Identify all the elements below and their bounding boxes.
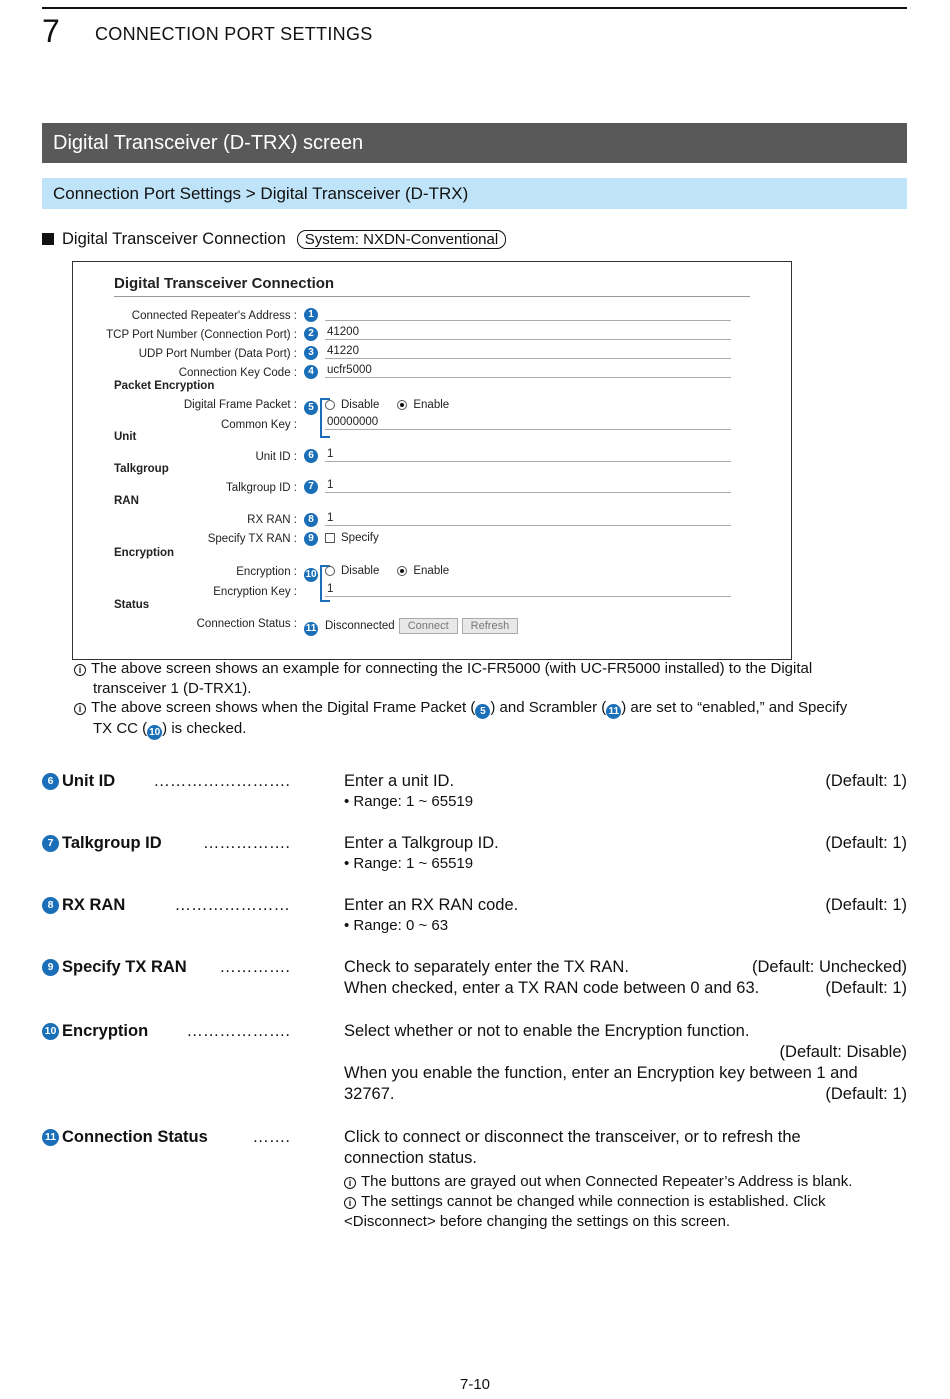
item-range: • Range: 1 ~ 65519 bbox=[344, 855, 474, 872]
item-number-8: 8 bbox=[42, 897, 59, 914]
item-note-2: The settings cannot be changed while connection is established. Click bbox=[361, 1193, 826, 1210]
item-note-1: The buttons are grayed out when Connected Repeater’s Address is blank. bbox=[361, 1173, 853, 1190]
marker-1: 1 bbox=[304, 308, 318, 322]
item-number-9: 9 bbox=[42, 959, 59, 976]
item-description-2: connection status. bbox=[344, 1149, 477, 1167]
group-talkgroup: Talkgroup bbox=[114, 463, 169, 475]
tcp-port-input[interactable]: 41200 bbox=[325, 325, 731, 340]
label-udp-port: UDP Port Number (Data Port) : bbox=[138, 348, 297, 360]
item-number-11: 11 bbox=[42, 1129, 59, 1146]
label-encryption-key: Encryption Key : bbox=[213, 586, 297, 598]
udp-port-input[interactable]: 41220 bbox=[325, 344, 731, 359]
screen-title-rule bbox=[114, 296, 750, 297]
connection-key-input[interactable]: ucfr5000 bbox=[325, 363, 731, 378]
item-name: Specify TX RAN bbox=[62, 958, 187, 976]
label-common-key: Common Key : bbox=[220, 419, 297, 431]
label-repeater-address: Connected Repeater's Address : bbox=[131, 310, 297, 322]
marker-2: 2 bbox=[304, 327, 318, 341]
common-key-input[interactable]: 00000000 bbox=[325, 415, 731, 430]
marker-9: 9 bbox=[304, 532, 318, 546]
item-description: Enter an RX RAN code. bbox=[344, 896, 519, 914]
item-description: Select whether or not to enable the Encryption function. bbox=[344, 1022, 750, 1040]
dfp-disable-radio[interactable] bbox=[325, 400, 335, 410]
info-icon: i bbox=[74, 703, 86, 715]
encryption-key-input[interactable]: 1 bbox=[325, 582, 731, 597]
system-tag: System: NXDN-Conventional bbox=[297, 230, 506, 249]
item-default: (Default: Disable) bbox=[779, 1043, 907, 1061]
label-specify-tx-ran: Specify TX RAN : bbox=[207, 533, 297, 545]
item-name: Unit ID bbox=[62, 772, 116, 790]
note-2-text-e: ) is checked. bbox=[162, 720, 247, 737]
marker-8: 8 bbox=[304, 513, 318, 527]
info-icon: i bbox=[344, 1197, 356, 1209]
square-bullet-icon bbox=[42, 233, 54, 245]
item-default: (Default: Unchecked) bbox=[752, 958, 907, 976]
marker-5-inline: 5 bbox=[475, 704, 490, 719]
item-name: Encryption bbox=[62, 1022, 149, 1040]
item-name: Connection Status bbox=[62, 1128, 208, 1146]
subheading bbox=[42, 228, 506, 250]
item-default-2: (Default: 1) bbox=[825, 1085, 907, 1103]
dfp-options bbox=[325, 399, 449, 411]
marker-10: 10 bbox=[305, 569, 317, 580]
marker-7: 7 bbox=[304, 480, 318, 494]
note-2 bbox=[74, 698, 904, 740]
marker-11: 11 bbox=[305, 623, 317, 634]
marker-3: 3 bbox=[304, 346, 318, 360]
encryption-options bbox=[325, 565, 449, 577]
item-range: • Range: 0 ~ 63 bbox=[344, 917, 449, 934]
connect-button[interactable]: Connect bbox=[399, 618, 458, 634]
specify-tx-ran-option bbox=[325, 532, 379, 544]
label-digital-frame-packet: Digital Frame Packet : bbox=[183, 399, 297, 411]
marker-5: 5 bbox=[304, 401, 318, 415]
item-description: Check to separately enter the TX RAN. bbox=[344, 958, 629, 976]
label-connection-key: Connection Key Code : bbox=[178, 367, 297, 379]
item-default: (Default: 1) bbox=[825, 772, 907, 790]
info-icon: i bbox=[74, 664, 86, 676]
breadcrumb: Connection Port Settings > Digital Transceiver (D-TRX) bbox=[42, 178, 907, 209]
note-2-text-c: ) are set to “enabled,” and Specify bbox=[621, 699, 848, 716]
leader-dots: ……………………. bbox=[153, 772, 290, 790]
marker-4: 4 bbox=[304, 365, 318, 379]
encryption-disable-radio[interactable] bbox=[325, 566, 335, 576]
item-note-2-cont: <Disconnect> before changing the settings on this screen. bbox=[344, 1213, 731, 1230]
label-talkgroup-id: Talkgroup ID : bbox=[226, 482, 297, 494]
connection-status-row bbox=[325, 618, 518, 634]
note-2-text-b: ) and Scrambler ( bbox=[490, 699, 607, 716]
rx-ran-input[interactable]: 1 bbox=[325, 511, 731, 526]
item-range: • Range: 1 ~ 65519 bbox=[344, 793, 474, 810]
subheading-label: Digital Transceiver Connection bbox=[62, 229, 286, 248]
dfp-enable-label: Enable bbox=[413, 399, 450, 411]
marker-6: 6 bbox=[304, 449, 318, 463]
item-description-2: When checked, enter a TX RAN code between 0 and 63. bbox=[344, 979, 760, 997]
refresh-button[interactable]: Refresh bbox=[462, 618, 519, 634]
item-description: Enter a Talkgroup ID. bbox=[344, 834, 499, 852]
connection-status-value: Disconnected bbox=[325, 620, 395, 632]
group-encryption: Encryption bbox=[114, 547, 175, 559]
item-number-6: 6 bbox=[42, 773, 59, 790]
repeater-address-input[interactable] bbox=[325, 306, 731, 321]
note-2-text-a: The above screen shows when the Digital Frame Packet ( bbox=[91, 699, 476, 716]
label-rx-ran: RX RAN : bbox=[247, 514, 297, 526]
group-status: Status bbox=[114, 599, 150, 611]
label-unit-id: Unit ID : bbox=[255, 451, 297, 463]
item-number-7: 7 bbox=[42, 835, 59, 852]
leader-dots: ………………. bbox=[186, 1022, 290, 1040]
encryption-disable-label: Disable bbox=[341, 565, 380, 577]
item-default: (Default: 1) bbox=[825, 896, 907, 914]
screen-title: Digital Transceiver Connection bbox=[114, 275, 335, 292]
info-icon: i bbox=[344, 1177, 356, 1189]
label-tcp-port: TCP Port Number (Connection Port) : bbox=[106, 329, 297, 341]
item-description: Click to connect or disconnect the transceiver, or to refresh the bbox=[344, 1128, 801, 1146]
note-2-text-d: TX CC ( bbox=[93, 720, 148, 737]
screen-example bbox=[72, 261, 792, 660]
leader-dots: ………………… bbox=[174, 896, 290, 914]
marker-11-inline: 11 bbox=[606, 704, 621, 719]
label-encryption: Encryption : bbox=[236, 566, 297, 578]
note-1 bbox=[74, 659, 904, 699]
item-default-2: (Default: 1) bbox=[825, 979, 907, 997]
encryption-enable-label: Enable bbox=[413, 565, 450, 577]
chapter-title: CONNECTION PORT SETTINGS bbox=[95, 24, 373, 44]
specify-tx-ran-checkbox[interactable] bbox=[325, 533, 335, 543]
item-number-10: 10 bbox=[42, 1023, 59, 1040]
item-name: RX RAN bbox=[62, 896, 126, 914]
chapter-number: 7 bbox=[42, 13, 60, 49]
leader-dots: …………. bbox=[219, 958, 290, 976]
encryption-enable-radio[interactable] bbox=[397, 566, 407, 576]
page-number: 7-10 bbox=[459, 1376, 491, 1393]
note-1-line-1: The above screen shows an example for connecting the IC-FR5000 (with UC-FR5000 installed) to the Digital bbox=[91, 660, 813, 677]
leader-dots: ……………. bbox=[202, 834, 290, 852]
note-1-line-2: transceiver 1 (D-TRX1). bbox=[93, 680, 252, 697]
unit-id-input[interactable]: 1 bbox=[325, 447, 731, 462]
item-description: Enter a unit ID. bbox=[344, 772, 455, 790]
group-ran: RAN bbox=[114, 495, 139, 507]
item-default: (Default: 1) bbox=[825, 834, 907, 852]
group-unit: Unit bbox=[114, 431, 137, 443]
section-title: Digital Transceiver (D-TRX) screen bbox=[42, 123, 907, 163]
top-rule bbox=[42, 7, 907, 9]
item-name: Talkgroup ID bbox=[62, 834, 162, 852]
item-description-3: 32767. bbox=[344, 1085, 395, 1103]
group-packet-encryption: Packet Encryption bbox=[114, 380, 215, 392]
label-connection-status: Connection Status : bbox=[196, 618, 297, 630]
talkgroup-id-input[interactable]: 1 bbox=[325, 478, 731, 493]
marker-10-inline: 10 bbox=[149, 727, 161, 738]
dfp-disable-label: Disable bbox=[341, 399, 380, 411]
dfp-enable-radio[interactable] bbox=[397, 400, 407, 410]
item-description-2: When you enable the function, enter an Encryption key between 1 and bbox=[344, 1064, 858, 1082]
leader-dots: ……. bbox=[252, 1128, 290, 1146]
specify-label: Specify bbox=[341, 532, 379, 544]
